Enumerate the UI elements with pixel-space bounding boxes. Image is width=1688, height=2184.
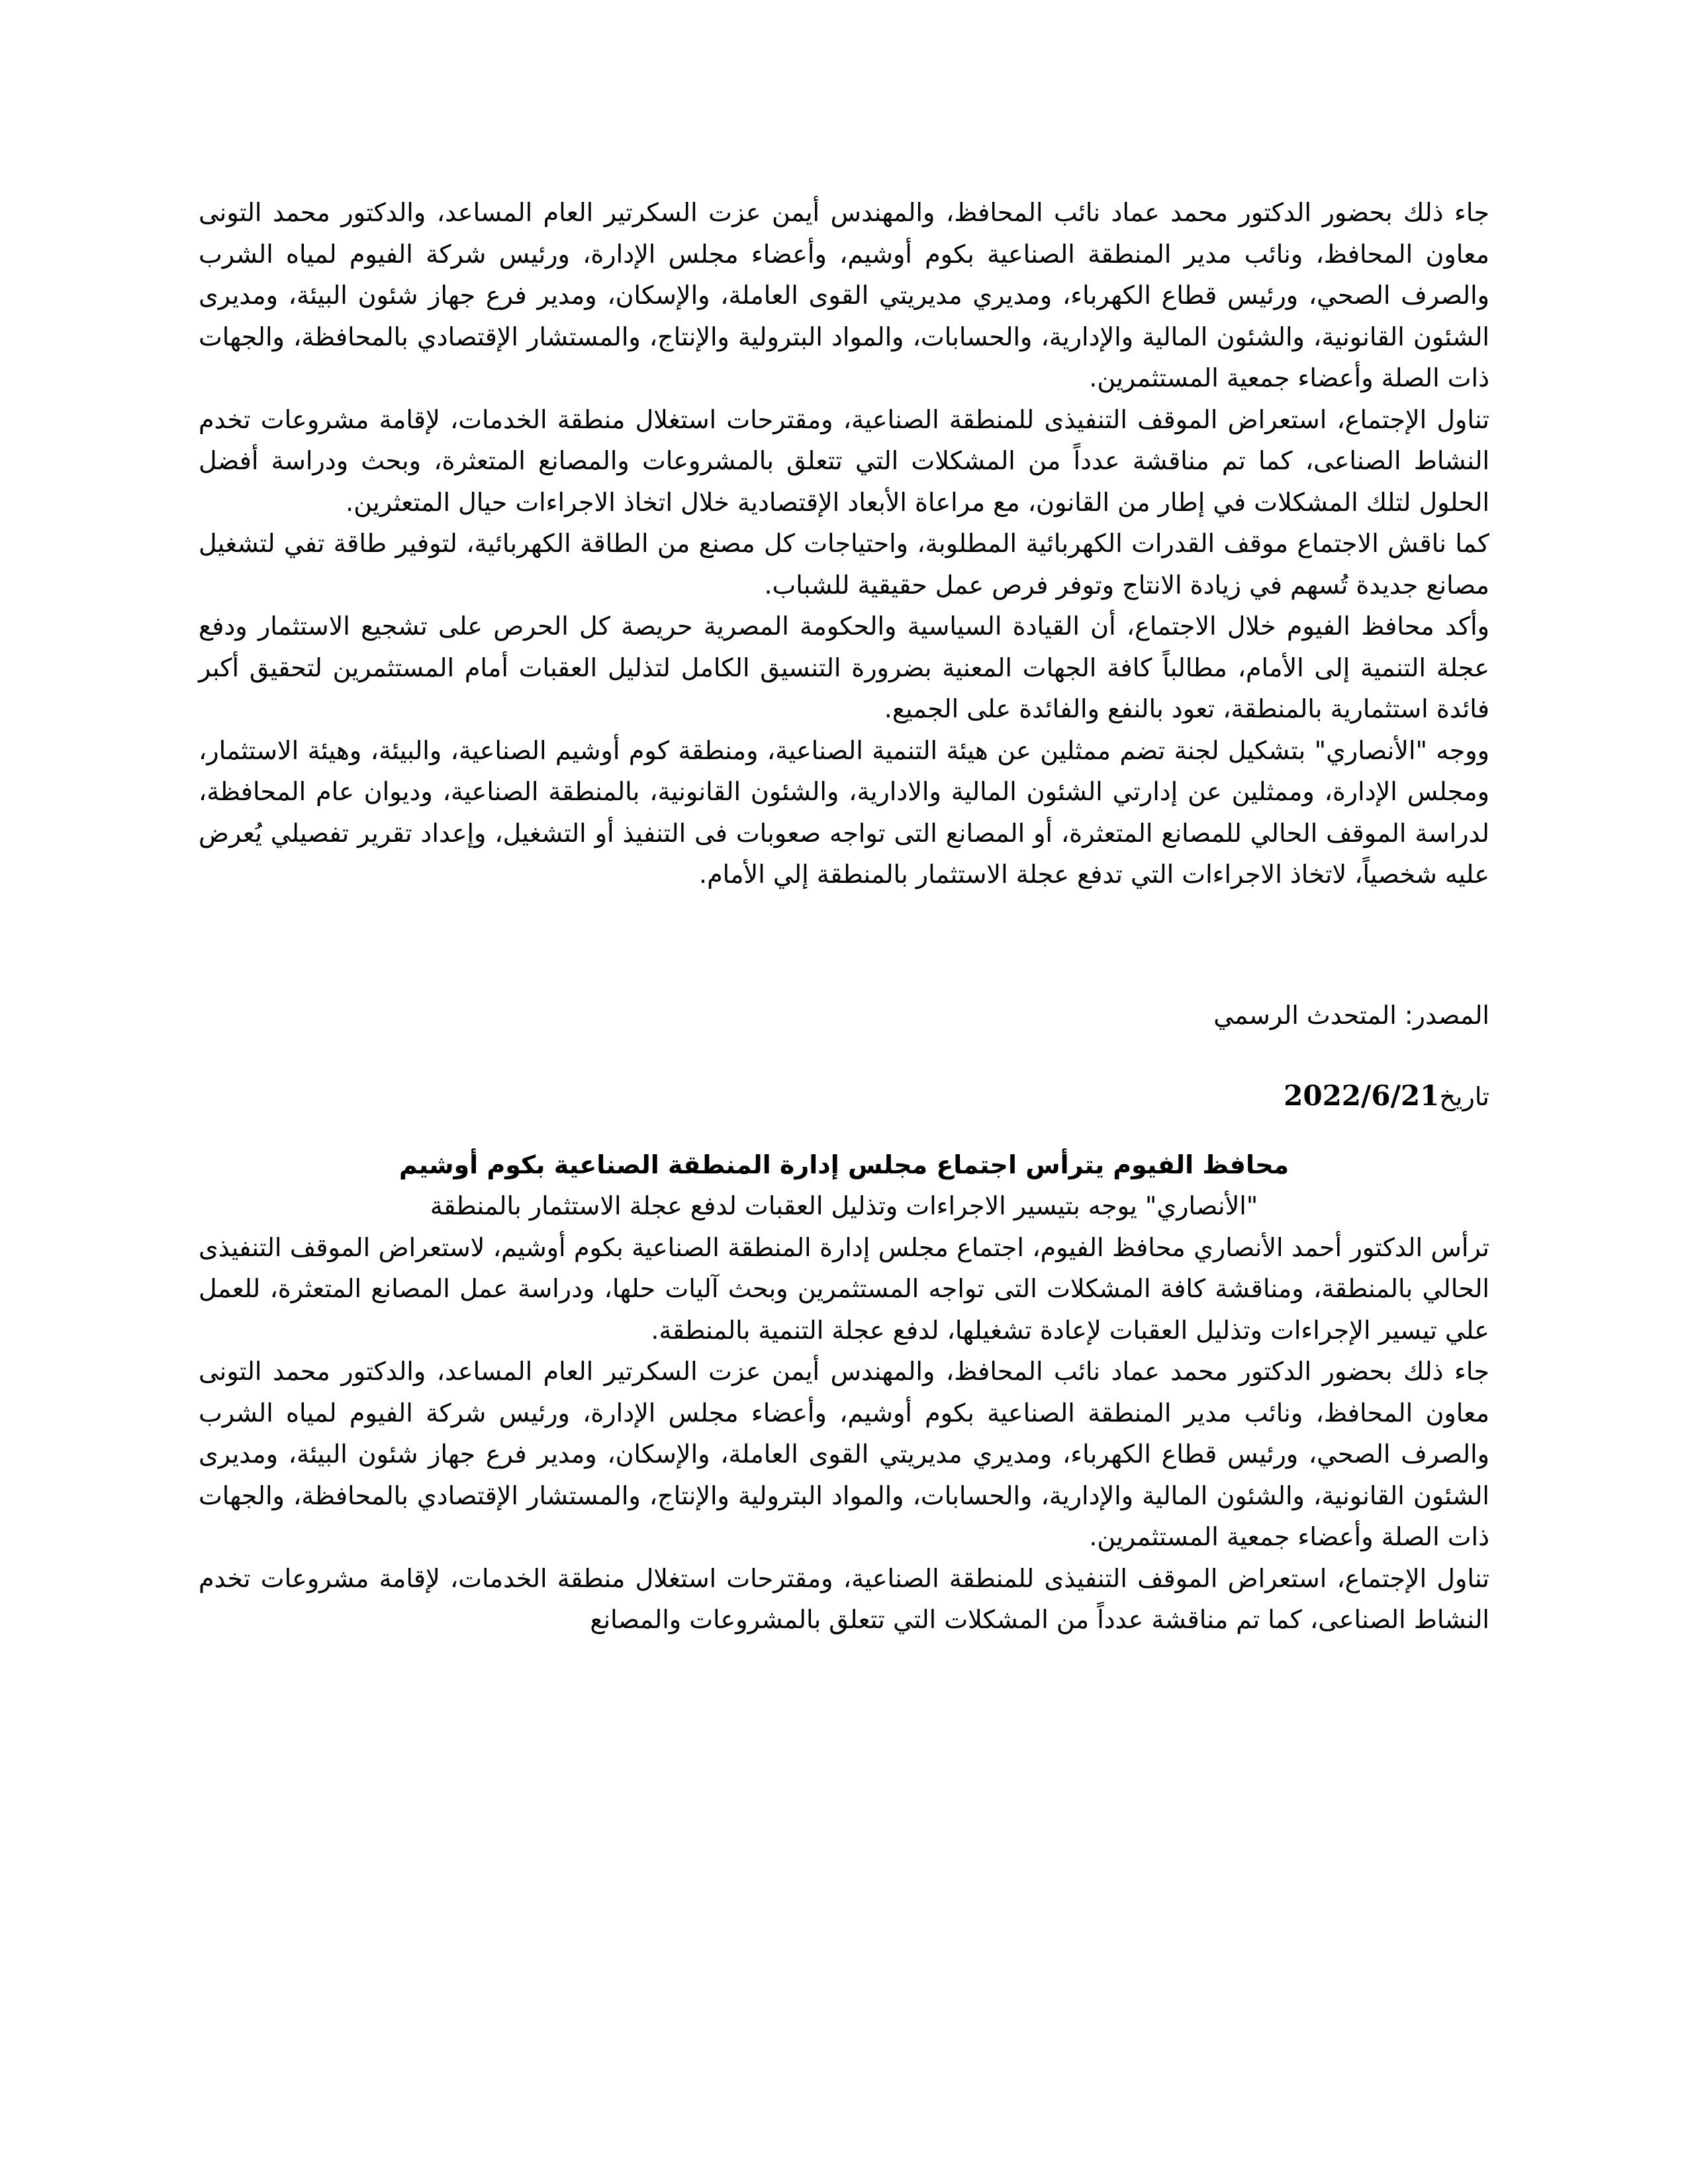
paragraph-attendance-repeat: جاء ذلك بحضور الدكتور محمد عماد نائب المحافظ، والمهندس أيمن عزت السكرتير العام المساعد، والدكتور محمد التونى معاون المحافظ، ونائب مدير المنطقة الصناعية بكوم أوشيم، وأعضاء مجلس الإدارة، ورئيس شركة الفيوم لمياه الشرب والصرف الصحي، ورئيس قطاع الكهرباء، ومديري مديريتي القوى العاملة، والإسكان، ومدير فرع جهاز شئون البيئة، ومديرى الشئون القانونية، والشئون المالية والإدارية، والحسابات، والمواد البترولية والإنتاج، والمستشار الإقتصادي بالمحافظة، والجهات ذات الصلة وأعضاء جمعية المستثمرين. [199, 1357, 1489, 1551]
date-label: تاريخ [1439, 1082, 1489, 1111]
section-spacer [199, 895, 1489, 995]
date-spacer [199, 1036, 1489, 1075]
paragraph-governor-statement: وأكد محافظ الفيوم خلال الاجتماع، أن القيادة السياسية والحكومة المصرية حريصة كل الحرص على تشجيع الاستثمار ودفع عجلة التنمية إلى الأمام، مطالباً كافة الجهات المعنية بضرورة التنسيق الكامل لتذليل العقبات أمام المستثمرين لتحقيق أكبر فائدة استثمارية بالمنطقة، تعود بالنفع والفائدة على الجميع. [199, 612, 1489, 723]
paragraph-agenda-partial: تناول الإجتماع، استعراض الموقف التنفيذى للمنطقة الصناعية، ومقترحات استغلال منطقة الخدمات، لإقامة مشروعات تخدم النشاط الصناعى، كما تم مناقشة عدداً من المشكلات التي تتعلق بالمشروعات والمصانع [199, 1563, 1489, 1634]
paragraph-intro: ترأس الدكتور أحمد الأنصاري محافظ الفيوم، اجتماع مجلس إدارة المنطقة الصناعية بكوم أوشيم، لاستعراض الموقف التنفيذى الحالي بالمنطقة، ومناقشة كافة المشكلات التى تواجه المستثمرين وبحث آليات حلها، ودراسة عمل المصانع المتعثرة، للعمل علي تيسير الإجراءات وتذليل العقبات لإعادة تشغيلها، لدفع عجلة التنمية بالمنطقة. [199, 1232, 1489, 1345]
article-subheadline: "الأنصاري" يوجه بتيسير الاجراءات وتذليل العقبات لدفع عجلة الاستثمار بالمنطقة [430, 1191, 1258, 1220]
paragraph-electricity: كما ناقش الاجتماع موقف القدرات الكهربائية المطلوبة، واحتياجات كل مصنع من الطاقة الكهربائية، لتوفير طاقة تفي لتشغيل مصانع جديدة تُسهم في زيادة الانتاج وتوفر فرص عمل حقيقية للشباب. [199, 529, 1489, 600]
paragraph-committee: ووجه "الأنصاري" بتشكيل لجنة تضم ممثلين عن هيئة التنمية الصناعية، ومنطقة كوم أوشيم الصناعية، والبيئة، وهيئة الاستثمار، ومجلس الإدارة، وممثلين عن إدارتي الشئون المالية والادارية، والشئون القانونية، بالمنطقة الصناعية، وديوان عام المحافظة، لدراسة الموقف الحالي للمصانع المتعثرة، أو المصانع التى تواجه صعوبات فى التنفيذ أو التشغيل، وإعداد تقرير تفصيلي يُعرض عليه شخصياً، لاتخاذ الاجراءات التي تدفع عجلة الاستثمار بالمنطقة إلي الأمام. [199, 735, 1489, 889]
date-line [199, 1075, 1489, 1118]
article-headline: محافظ الفيوم يترأس اجتماع مجلس إدارة المنطقة الصناعية بكوم أوشيم [399, 1150, 1289, 1179]
paragraph-attendance: جاء ذلك بحضور الدكتور محمد عماد نائب المحافظ، والمهندس أيمن عزت السكرتير العام المساعد، والدكتور محمد التونى معاون المحافظ، ونائب مدير المنطقة الصناعية بكوم أوشيم، وأعضاء مجلس الإدارة، ورئيس شركة الفيوم لمياه الشرب والصرف الصحي، ورئيس قطاع الكهرباء، ومديري مديريتي القوى العاملة، والإسكان، ومدير فرع جهاز شئون البيئة، ومديرى الشئون القانونية، والشئون المالية والإدارية، والحسابات، والمواد البترولية والإنتاج، والمستشار الإقتصادي بالمحافظة، والجهات ذات الصلة وأعضاء جمعية المستثمرين. [199, 198, 1489, 392]
paragraph-meeting-agenda: تناول الإجتماع، استعراض الموقف التنفيذى للمنطقة الصناعية، ومقترحات استغلال منطقة الخدمات، لإقامة مشروعات تخدم النشاط الصناعى، كما تم مناقشة عدداً من المشكلات التي تتعلق بالمشروعات والمصانع المتعثرة، وبحث ودراسة أفضل الحلول لتلك المشكلات في إطار من القانون، مع مراعاة الأبعاد الإقتصادية خلال اتخاذ الاجراءات حيال المتعثرين. [199, 404, 1489, 517]
document-page [199, 192, 1489, 1641]
date-value: 2022/6/21 [1284, 1079, 1440, 1112]
source-line: المصدر: المتحدث الرسمي [1213, 1000, 1489, 1030]
